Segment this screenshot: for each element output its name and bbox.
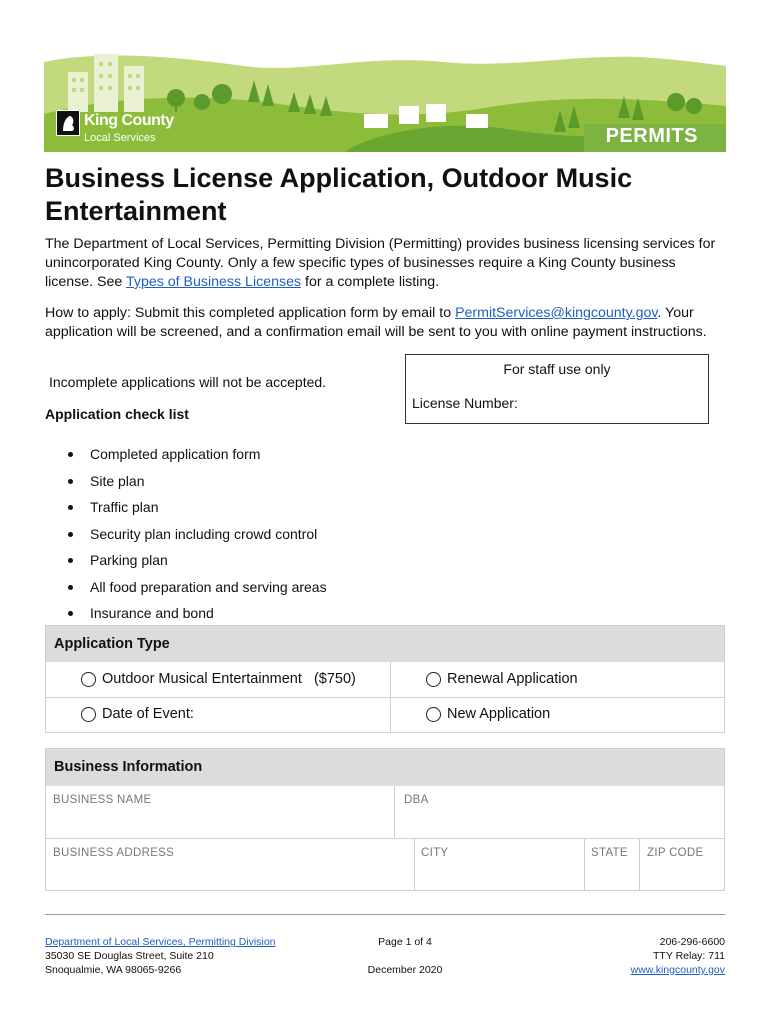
intro-end-text: for a complete listing. — [301, 274, 440, 290]
footer-address — [45, 935, 276, 977]
divider — [639, 838, 640, 891]
checklist-heading: Application check list — [45, 406, 189, 422]
page-number: Page 1 of 4 — [378, 936, 432, 948]
business-address-field[interactable]: BUSINESS ADDRESS — [53, 847, 175, 859]
intro-paragraph — [45, 235, 725, 292]
business-name-field[interactable]: BUSINESS NAME — [53, 794, 152, 806]
apply-end-text: . Your application will be screened, and a confirmation email will be sent to you with online payment instructions. — [45, 305, 707, 340]
dba-field[interactable]: DBA — [404, 794, 429, 806]
list-item: Site plan — [68, 468, 327, 495]
checklist — [68, 441, 327, 627]
dept-link[interactable]: Department of Local Services, Permitting Division — [45, 936, 276, 948]
footer-divider — [45, 914, 725, 915]
radio-outdoor-musical[interactable] — [81, 671, 356, 687]
business-information-section — [45, 748, 725, 891]
radio-label: Date of Event: — [102, 706, 194, 722]
permits-banner — [44, 44, 726, 152]
address-line-2: Snoqualmie, WA 98065-9266 — [45, 964, 182, 976]
apply-text: How to apply: Submit this completed application form by email to — [45, 305, 456, 321]
list-item: Traffic plan — [68, 494, 327, 521]
footer-page-info — [340, 935, 470, 977]
list-item: Completed application form — [68, 441, 327, 468]
list-item: Insurance and bond — [68, 600, 327, 627]
list-item: Security plan including crowd control — [68, 521, 327, 548]
radio-label: Renewal Application — [447, 671, 578, 687]
list-item: Parking plan — [68, 547, 327, 574]
intro-text: The Department of Local Services, Permitting Division (Permitting) provides business licensing services for unincorporated King County. Only a few specific types of businesses require a King County business license. See — [45, 236, 716, 290]
divider — [584, 838, 585, 891]
divider — [414, 838, 415, 891]
city-field[interactable]: CITY — [421, 847, 449, 859]
state-field[interactable]: STATE — [591, 847, 628, 859]
divider — [46, 838, 724, 839]
radio-label: Outdoor Musical Entertainment ($750) — [102, 671, 356, 687]
king-county-emblem-icon — [56, 110, 80, 136]
divider — [46, 697, 724, 698]
apply-paragraph — [45, 304, 735, 342]
license-number-label: License Number: — [412, 395, 518, 411]
radio-renewal[interactable] — [426, 671, 578, 687]
zip-code-field[interactable]: ZIP CODE — [647, 847, 704, 859]
radio-circle-icon[interactable] — [81, 672, 96, 687]
revision-date: December 2020 — [367, 964, 443, 976]
staff-use-box — [405, 354, 709, 424]
permit-email-link[interactable]: PermitServices@kingcounty.gov — [455, 305, 658, 321]
radio-date-of-event[interactable] — [81, 706, 194, 722]
radio-circle-icon[interactable] — [81, 707, 96, 722]
phone-number: 206-296-6600 — [659, 936, 725, 948]
radio-new-application[interactable] — [426, 706, 550, 722]
king-county-logo — [56, 110, 186, 150]
org-name: King County — [84, 112, 174, 129]
page-title: Business License Application, Outdoor Music Entertainment — [45, 163, 633, 226]
tty-relay: TTY Relay: 711 — [653, 950, 725, 962]
application-type-section — [45, 625, 725, 733]
incomplete-note: Incomplete applications will not be accepted. — [49, 374, 327, 390]
radio-label: New Application — [447, 706, 551, 722]
application-type-heading: Application Type — [46, 626, 724, 662]
types-of-licenses-link[interactable]: Types of Business Licenses — [125, 274, 302, 290]
business-information-heading: Business Information — [46, 749, 724, 786]
permits-label: PERMITS — [605, 125, 698, 147]
radio-circle-icon[interactable] — [426, 672, 441, 687]
footer-contact — [631, 935, 725, 977]
org-subtitle: Local Services — [84, 132, 156, 144]
radio-circle-icon[interactable] — [426, 707, 441, 722]
application-type-grid — [46, 662, 724, 732]
address-line-1: 35030 SE Douglas Street, Suite 210 — [45, 950, 214, 962]
website-link[interactable]: www.kingcounty.gov — [630, 964, 725, 976]
divider — [394, 786, 395, 838]
list-item: All food preparation and serving areas — [68, 574, 327, 601]
staff-box-title: For staff use only — [503, 361, 611, 377]
